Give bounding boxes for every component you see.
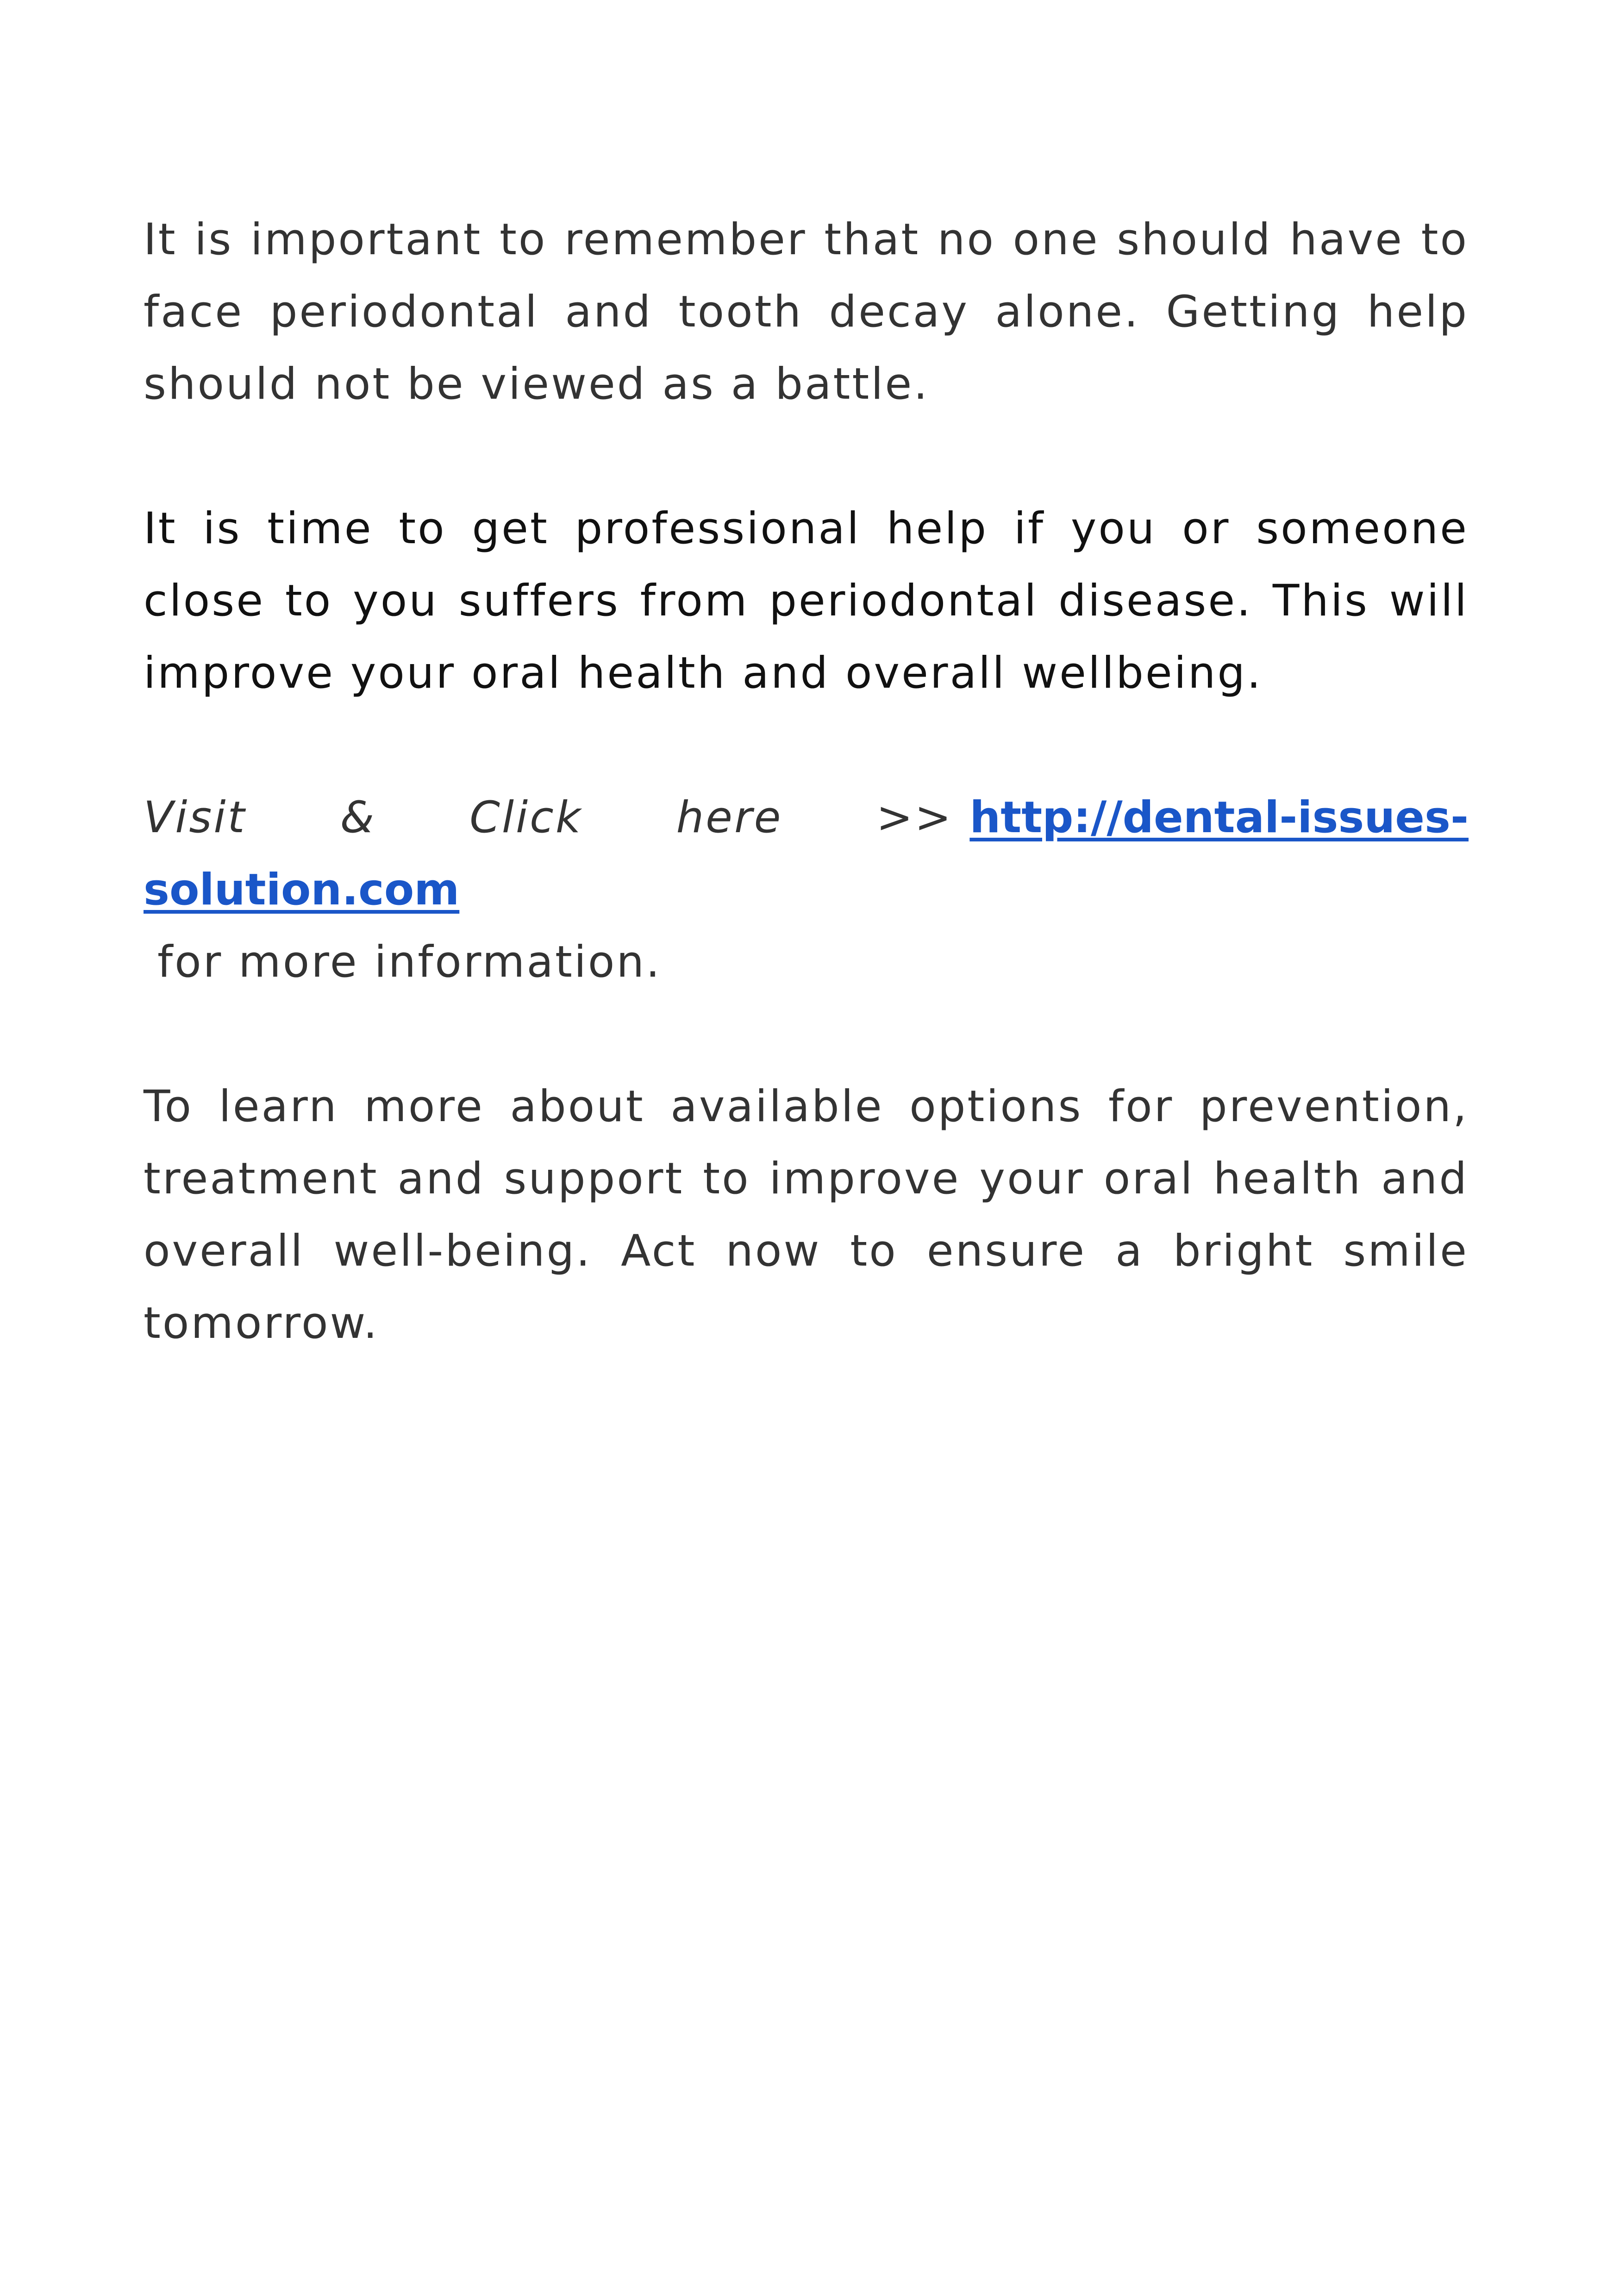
visit-label: Visit & Click here >>: [144, 792, 953, 843]
visit-paragraph: [144, 782, 1469, 998]
website-link[interactable]: http://dental-issues-solution.com: [144, 792, 1469, 915]
paragraph-intro: It is important to remember that no one should have to face periodontal and tooth decay alone. Getting help should not be viewed as a battle.: [144, 214, 1469, 409]
visit-suffix-text: for more information.: [157, 937, 662, 987]
paragraph-professional-help: It is time to get professional help if you or someone close to you suffers from periodontal disease. This will improve your oral health and overall wellbeing.: [144, 503, 1469, 698]
document-body: [144, 204, 1469, 1432]
paragraph-closing: To learn more about available options for prevention, treatment and support to improve your oral health and overall well-being. Act now to ensure a bright smile tomorrow.: [144, 1081, 1469, 1349]
